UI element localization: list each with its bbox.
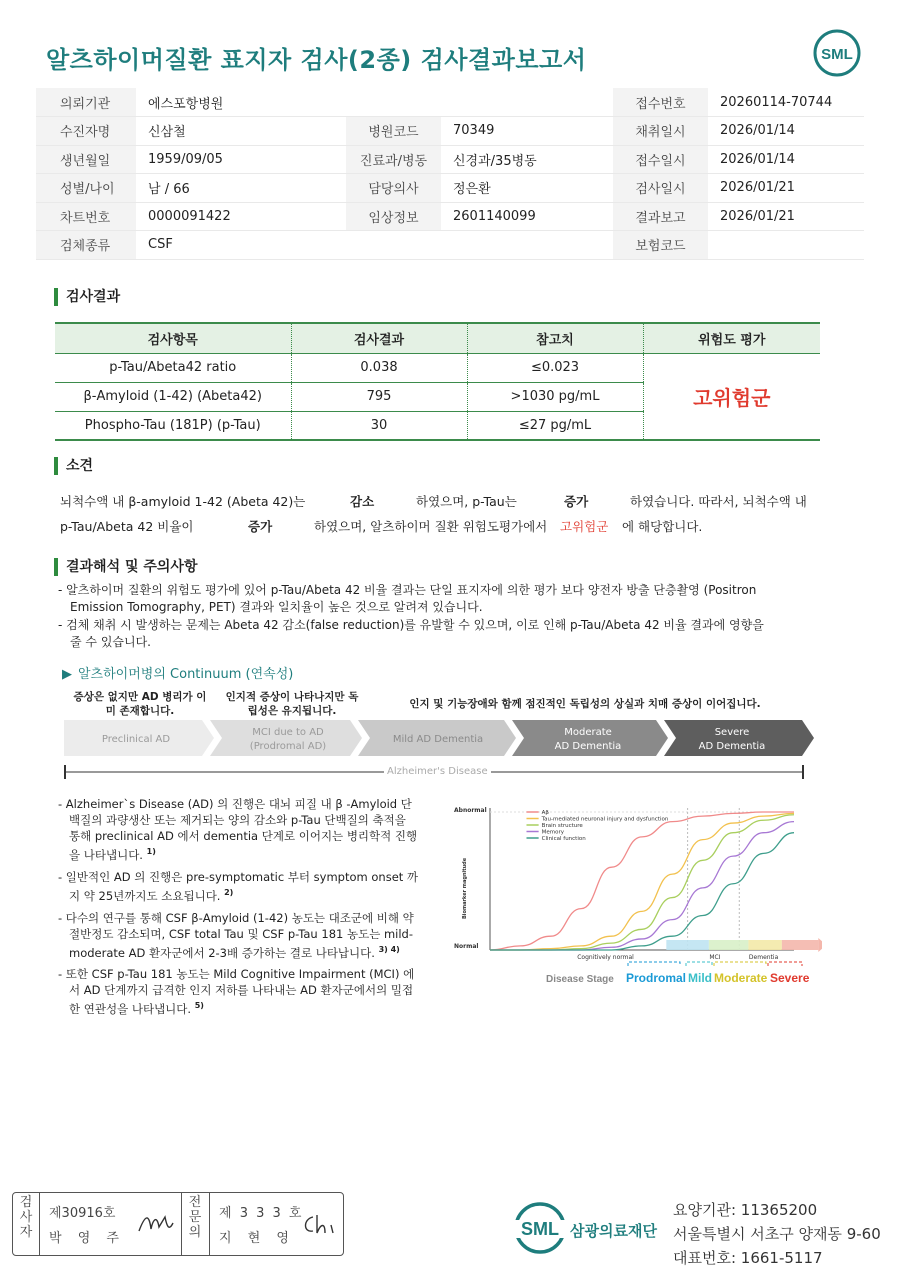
list-item: - 또한 CSF p-Tau 181 농도는 Mild Cognitive Impairment (MCI) 에서 AD 단계까지 급격한 인지 저하를 나타내는 AD 환자군에서의 밀접한 연관성을 나타냅니다. $^{5)}$ [58, 967, 415, 1017]
field-label: 결과보고 [613, 202, 708, 231]
tester-title: 검사자 [19, 1195, 33, 1240]
disease-stage-label: Mild [688, 971, 712, 985]
result-ref: ≤0.023 [467, 353, 643, 382]
result-item: p-Tau/Abeta42 ratio [55, 353, 291, 382]
field-value: 2026/01/14 [708, 145, 864, 174]
biomarker-curve-chart [452, 800, 822, 992]
stage-label: Preclinical AD [101, 734, 171, 745]
series-line [490, 833, 794, 950]
field-value: 20260114-70744 [708, 88, 864, 117]
finding-text: 에 해당합니다. [622, 519, 703, 534]
doctor-license: 제 3 3 3 호 [219, 1206, 304, 1221]
caption-preclinical: 증상은 없지만 AD 병리가 이미 존재합니다. [73, 691, 207, 717]
field-label: 병원코드 [346, 117, 441, 146]
list-item: - 일반적인 AD 의 진행은 pre-symptomatic 부터 symptom onset 까지 약 25년까지도 소요됩니다. $^{2)}$ [58, 869, 419, 903]
continuum-title [62, 663, 293, 682]
stage-label: AD Dementia [698, 741, 766, 752]
field-value: 1959/09/05 [136, 145, 346, 174]
field-label [346, 231, 441, 260]
col-header-risk: 위험도 평가 [643, 323, 820, 353]
stage-label: Mild AD Dementia [392, 734, 484, 745]
table-row [55, 353, 820, 382]
doctor-name: 지 현 영 [219, 1231, 295, 1246]
field-label: 보험코드 [613, 231, 708, 260]
field-label: 검체종류 [36, 231, 136, 260]
field-label: 접수번호 [613, 88, 708, 117]
org-info [673, 1198, 881, 1270]
field-value: 0000091422 [136, 202, 346, 231]
field-value: 2026/01/21 [708, 202, 864, 231]
result-value: 30 [291, 411, 467, 440]
patient-info-table [36, 88, 864, 260]
stage-bracket [686, 962, 712, 966]
stage-band [666, 940, 709, 950]
table-row [36, 145, 864, 174]
doctor-title: 전문의 [188, 1195, 202, 1240]
signature-box [12, 1192, 344, 1256]
tester-name: 박 영 주 [49, 1231, 125, 1246]
stage-bracket [628, 962, 680, 966]
legend-label: Clinical function [541, 836, 586, 842]
finding-keyword: 증가 [248, 519, 273, 534]
tester-license: 제30916호 [49, 1206, 116, 1221]
result-ref: ≤27 pg/mL [467, 411, 643, 440]
y-tick-label: Normal [454, 943, 479, 950]
field-label: 임상정보 [346, 202, 441, 231]
continuum-bullets [58, 796, 420, 1023]
x-tick-label: Cognitively normal [577, 954, 634, 961]
disease-stage-label: Disease Stage [546, 974, 614, 985]
finding-text: 하였으며, p-Tau는 [416, 494, 517, 509]
sml-footer-logo [510, 1200, 570, 1256]
org-name: 삼광의료재단 [570, 1222, 657, 1240]
field-label: 채취일시 [613, 117, 708, 146]
stage-arrow-head [818, 938, 822, 952]
stage-bracket [714, 962, 766, 966]
legend-label: Aβ [541, 810, 549, 816]
field-label: 의뢰기관 [36, 88, 136, 117]
col-header-ref: 참고치 [467, 323, 643, 353]
tester-signature [135, 1209, 177, 1239]
org-code: 요양기관: 11365200 [673, 1201, 818, 1219]
stage-label: Severe [714, 727, 750, 738]
field-value: CSF [136, 231, 346, 260]
x-tick-label: MCI [709, 954, 721, 961]
org-phone: 대표번호: 1661-5117 [673, 1249, 823, 1267]
field-label: 담당의사 [346, 174, 441, 203]
sml-logo [810, 28, 864, 78]
legend-label: Tau-mediated neuronal injury and dysfunction [541, 816, 669, 823]
field-value: 신경과/35병동 [441, 145, 613, 174]
field-value [441, 231, 613, 260]
finding-text: p-Tau/Abeta 42 비율이 [60, 519, 194, 534]
x-tick-label: Dementia [748, 954, 779, 961]
field-value [708, 231, 864, 260]
legend-label: Brain structure [541, 823, 583, 829]
table-row [36, 231, 864, 260]
field-label: 접수일시 [613, 145, 708, 174]
stage-band [709, 940, 749, 950]
table-row [36, 174, 864, 203]
field-value: 2601140099 [441, 202, 613, 231]
field-value: 70349 [441, 117, 613, 146]
col-header-result: 검사결과 [291, 323, 467, 353]
caption-dementia: 인지 및 기능장애와 함께 점진적인 독립성의 상실과 치매 증상이 이어집니다. [409, 698, 761, 710]
series-line [490, 815, 794, 950]
svg-text:SML: SML [821, 46, 853, 63]
list-item: - 검체 채취 시 발생하는 문제는 Abeta 42 감소(false reduction)를 유발할 수 있으며, 이로 인해 p-Tau/Abeta 42 비율 결과에 영향을 줄 수 있습니다. [58, 618, 764, 649]
finding-text: 뇌척수액 내 β-amyloid 1-42 (Abeta 42)는 [60, 494, 306, 509]
field-label: 차트번호 [36, 202, 136, 231]
result-value: 795 [291, 382, 467, 411]
interpretation-notes [58, 582, 768, 652]
field-label: 진료과/병동 [346, 145, 441, 174]
result-item: β-Amyloid (1-42) (Abeta42) [55, 382, 291, 411]
interpretation-section-title: 결과해석 및 주의사항 [54, 558, 197, 576]
results-section-title: 검사결과 [54, 288, 120, 306]
field-value: 정은환 [441, 174, 613, 203]
result-item: Phospho-Tau (181P) (p-Tau) [55, 411, 291, 440]
disease-stage-label: Severe [770, 971, 810, 985]
field-value: 에스포항병원 [136, 88, 346, 117]
disease-stage-label: Prodromal [626, 971, 687, 985]
org-address: 서울특별시 서초구 양재동 9-60 [673, 1225, 881, 1243]
result-value: 0.038 [291, 353, 467, 382]
doctor-signature [299, 1209, 341, 1239]
stage-label: (Prodromal AD) [249, 741, 327, 752]
field-value: 2026/01/21 [708, 174, 864, 203]
report-title: 알츠하이머질환 표지자 검사(2종) 검사결과보고서 [46, 46, 587, 74]
field-value: 남 / 66 [136, 174, 346, 203]
col-header-item: 검사항목 [55, 323, 291, 353]
field-label [346, 88, 441, 117]
y-tick-label: Abnormal [454, 807, 487, 814]
stage-label: Moderate [564, 727, 612, 738]
field-label: 성별/나이 [36, 174, 136, 203]
continuum-title-text: 알츠하이머병의 Continuum (연속성) [78, 667, 294, 682]
results-table [55, 322, 820, 441]
table-row [36, 202, 864, 231]
field-value [441, 88, 613, 117]
legend-label: Memory [541, 829, 565, 836]
finding-keyword: 증가 [564, 494, 589, 509]
continuum-stage-arrows [64, 720, 814, 756]
series-line [490, 822, 794, 950]
finding-risk: 고위험군 [560, 519, 609, 534]
stage-label: MCI due to AD [252, 727, 324, 738]
stage-label: AD Dementia [554, 741, 622, 752]
risk-assessment: 고위험군 [643, 353, 820, 440]
result-ref: >1030 pg/mL [467, 382, 643, 411]
triangle-right-icon: ▶ [62, 667, 72, 682]
list-item: - 알츠하이머 질환의 위험도 평가에 있어 p-Tau/Abeta 42 비율 결과는 단일 표지자에 의한 평가 보다 양전자 방출 단층촬영 (Positron Emission Tomography, PET) 결과와 일치율이 높은 것으로 알려져 있습니다. [58, 583, 757, 614]
stage-band [748, 940, 781, 950]
svg-text:SML: SML [521, 1219, 559, 1239]
list-item: - Alzheimer`s Disease (AD) 의 진행은 대뇌 피질 내 β -Amyloid 단백질의 과량생산 또는 제거되는 양의 감소와 p-Tau 단백질의 축적을 통해 preclinical AD 에서 dementia 단계로 이어지는 병리학적 진행을 나타냅니다. $^{1)}$ [58, 797, 418, 862]
disease-stage-label: Moderate [714, 971, 768, 985]
finding-text: 하였습니다. 따라서, 뇌척수액 내 [630, 494, 807, 509]
table-row [36, 117, 864, 146]
list-item: - 다수의 연구를 통해 CSF β-Amyloid (1-42) 농도는 대조군에 비해 약 절반정도 감소되며, CSF total Tau 및 CSF p-Tau 181 농도는 mild-moderate AD 환자군에서 2-3배 증가하는 결로 나타납니다. $^{3) 4)}$ [58, 910, 414, 960]
finding-keyword: 감소 [350, 494, 375, 509]
field-value: 신삼철 [136, 117, 346, 146]
stage-bracket [768, 962, 802, 966]
field-value: 2026/01/14 [708, 117, 864, 146]
ad-axis-label: Alzheimer's Disease [384, 766, 491, 777]
table-row [36, 88, 864, 117]
field-label: 검사일시 [613, 174, 708, 203]
caption-mci: 인지적 증상이 나타나지만 독립성은 유지됩니다. [225, 691, 359, 717]
field-label: 수진자명 [36, 117, 136, 146]
finding-text: 하였으며, 알츠하이머 질환 위험도평가에서 [314, 519, 548, 534]
stage-band [782, 940, 818, 950]
findings-section-title: 소견 [54, 457, 93, 475]
field-label: 생년월일 [36, 145, 136, 174]
y-axis-label: Biomarker magnitude [462, 857, 468, 919]
